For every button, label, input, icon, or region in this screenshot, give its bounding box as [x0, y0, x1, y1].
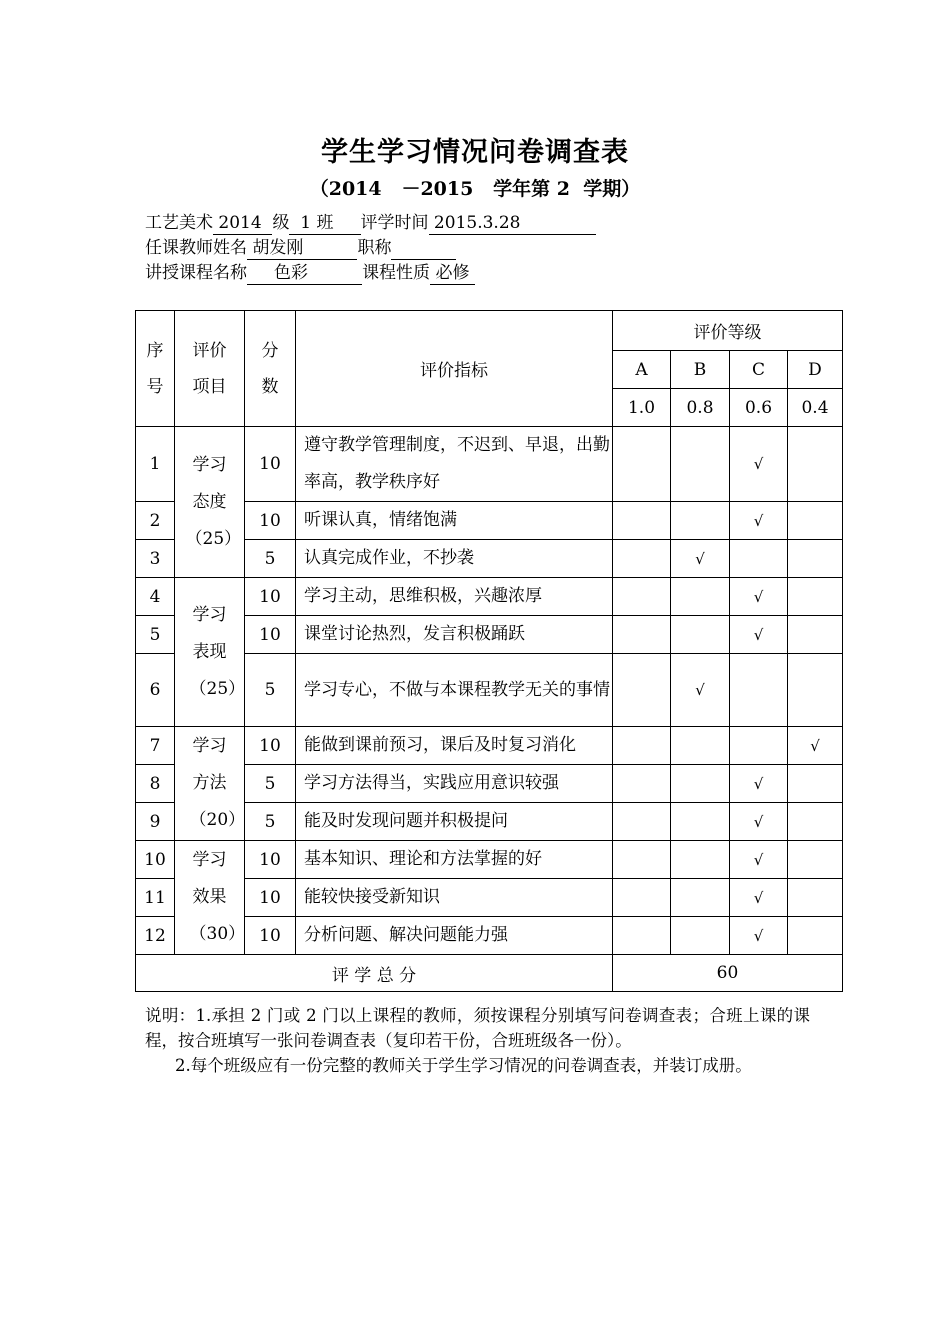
- grade-cell-d: [788, 502, 843, 540]
- grade-cell-d: [788, 803, 843, 841]
- header-seq: 序号: [136, 311, 175, 427]
- grade-cell-c: √: [730, 917, 788, 955]
- row-indicator: 认真完成作业，不抄袭: [296, 540, 613, 578]
- grade-cell-c: √: [730, 841, 788, 879]
- course-field: 色彩: [247, 263, 363, 283]
- total-row: [136, 955, 843, 992]
- row-indicator: 遵守教学管理制度，不迟到、早退，出勤率高，教学秩序好: [296, 427, 613, 502]
- grade-cell-b: [671, 427, 730, 502]
- grade-cell-a: [613, 727, 671, 765]
- group-name: 学习态度（25）: [175, 427, 245, 578]
- table-row: [136, 427, 843, 502]
- row-score: 5: [245, 803, 296, 841]
- grade-cell-d: [788, 427, 843, 502]
- group-name: 学习表现（25）: [175, 578, 245, 727]
- header-grade: 评价等级: [613, 311, 843, 351]
- row-indicator: 学习专心，不做与本课程教学无关的事情: [296, 654, 613, 727]
- header-score: 分数: [245, 311, 296, 427]
- group-name: 学习效果（30）: [175, 841, 245, 955]
- grade-cell-d: [788, 540, 843, 578]
- grade-cell-b: [671, 803, 730, 841]
- weight-d: 0.4: [788, 389, 843, 427]
- grade-cell-a: [613, 803, 671, 841]
- grade-cell-c: [730, 727, 788, 765]
- row-seq: 10: [136, 841, 175, 879]
- row-indicator: 学习主动，思维积极，兴趣浓厚: [296, 578, 613, 616]
- grade-cell-c: √: [730, 502, 788, 540]
- grade-cell-c: [730, 654, 788, 727]
- rank-label: 职称: [357, 238, 392, 258]
- row-indicator: 能较快接受新知识: [296, 879, 613, 917]
- row-indicator: 基本知识、理论和方法掌握的好: [296, 841, 613, 879]
- weight-b: 0.8: [671, 389, 730, 427]
- grade-cell-b: [671, 502, 730, 540]
- grade-cell-a: [613, 917, 671, 955]
- row-indicator: 听课认真，情绪饱满: [296, 502, 613, 540]
- row-seq: 1: [136, 427, 175, 502]
- note-2: 2.每个班级应有一份完整的教师关于学生学习情况的问卷调查表，并装订成册。: [175, 1056, 752, 1075]
- course-label: 讲授课程名称: [145, 263, 247, 283]
- grade-cell-b: [671, 727, 730, 765]
- grade-cell-d: [788, 841, 843, 879]
- grade-cell-d: [788, 578, 843, 616]
- table-row: [136, 841, 843, 879]
- grade-cell-d: √: [788, 727, 843, 765]
- grade-cell-d: [788, 654, 843, 727]
- grade-cell-b: [671, 879, 730, 917]
- grade-cell-c: √: [730, 578, 788, 616]
- table-row: [136, 578, 843, 616]
- row-seq: 9: [136, 803, 175, 841]
- grade-cell-a: [613, 841, 671, 879]
- header-item: 评价项目: [175, 311, 245, 427]
- teacher-field: 胡发刚: [247, 238, 358, 258]
- row-seq: 12: [136, 917, 175, 955]
- grade-cell-c: [730, 540, 788, 578]
- grade-cell-c: √: [730, 765, 788, 803]
- grade-cell-c: √: [730, 879, 788, 917]
- grade-cell-a: [613, 540, 671, 578]
- info-line-course: [145, 263, 475, 285]
- teacher-label: 任课教师姓名: [145, 238, 247, 258]
- row-score: 10: [245, 727, 296, 765]
- weight-c: 0.6: [730, 389, 788, 427]
- grade-cell-a: [613, 616, 671, 654]
- row-indicator: 分析问题、解决问题能力强: [296, 917, 613, 955]
- row-indicator: 课堂讨论热烈，发言积极踊跃: [296, 616, 613, 654]
- grade-cell-c: √: [730, 616, 788, 654]
- grade-cell-b: [671, 765, 730, 803]
- group-name: 学习方法（20）: [175, 727, 245, 841]
- grade-cell-d: [788, 917, 843, 955]
- evaluation-table: [135, 310, 843, 992]
- grade-cell-a: [613, 578, 671, 616]
- row-indicator: 能做到课前预习，课后及时复习消化: [296, 727, 613, 765]
- grade-cell-a: [613, 502, 671, 540]
- weight-a: 1.0: [613, 389, 671, 427]
- year-field: 2014: [213, 213, 273, 233]
- level-d: D: [788, 351, 843, 389]
- nature-field: 必修: [430, 263, 475, 283]
- grade-cell-b: √: [671, 540, 730, 578]
- grade-cell-b: √: [671, 654, 730, 727]
- grade-cell-a: [613, 654, 671, 727]
- row-score: 10: [245, 879, 296, 917]
- notes-section: [145, 1003, 810, 1078]
- grade-cell-a: [613, 879, 671, 917]
- note-1: 说明：1.承担 2 门或 2 门以上课程的教师，须按课程分别填写问卷调查表；合班上课的课程，按合班填写一张问卷调查表（复印若干份，合班班级各一份）。: [145, 1006, 810, 1050]
- table-row: [136, 727, 843, 765]
- total-label: 评 学 总 分: [136, 955, 613, 992]
- grade-cell-b: [671, 917, 730, 955]
- grade-cell-d: [788, 616, 843, 654]
- row-score: 5: [245, 654, 296, 727]
- row-indicator: 能及时发现问题并积极提问: [296, 803, 613, 841]
- grade-cell-a: [613, 765, 671, 803]
- row-indicator: 学习方法得当，实践应用意识较强: [296, 765, 613, 803]
- grade-cell-b: [671, 578, 730, 616]
- row-seq: 3: [136, 540, 175, 578]
- row-score: 10: [245, 578, 296, 616]
- grade-cell-d: [788, 879, 843, 917]
- row-score: 10: [245, 616, 296, 654]
- row-seq: 4: [136, 578, 175, 616]
- row-score: 5: [245, 540, 296, 578]
- table-body: [136, 311, 843, 992]
- grade-label: 级: [272, 213, 290, 233]
- level-a: A: [613, 351, 671, 389]
- row-seq: 8: [136, 765, 175, 803]
- grade-cell-d: [788, 765, 843, 803]
- row-score: 10: [245, 841, 296, 879]
- document-title: 学生学习情况问卷调查表: [321, 137, 629, 168]
- nature-label: 课程性质: [362, 263, 431, 283]
- header-indicator: 评价指标: [296, 311, 613, 427]
- row-seq: 5: [136, 616, 175, 654]
- row-score: 10: [245, 917, 296, 955]
- eval-time-label: 评学时间: [360, 213, 429, 233]
- grade-cell-a: [613, 427, 671, 502]
- row-seq: 7: [136, 727, 175, 765]
- info-line-teacher: [145, 238, 456, 260]
- major-label: 工艺美术: [145, 213, 213, 233]
- row-seq: 6: [136, 654, 175, 727]
- grade-cell-c: √: [730, 803, 788, 841]
- row-score: 10: [245, 427, 296, 502]
- row-score: 10: [245, 502, 296, 540]
- row-seq: 11: [136, 879, 175, 917]
- grade-cell-c: √: [730, 427, 788, 502]
- info-line-class: [145, 213, 596, 235]
- grade-cell-b: [671, 616, 730, 654]
- eval-time-field: 2015.3.28: [428, 213, 597, 233]
- grade-cell-b: [671, 841, 730, 879]
- rank-field: [391, 238, 456, 260]
- row-score: 5: [245, 765, 296, 803]
- total-value: 60: [613, 955, 843, 992]
- class-field: 1 班: [289, 213, 361, 233]
- semester-subtitle: （2014 －2015 学年第 2 学期）: [309, 178, 641, 200]
- row-seq: 2: [136, 502, 175, 540]
- level-c: C: [730, 351, 788, 389]
- level-b: B: [671, 351, 730, 389]
